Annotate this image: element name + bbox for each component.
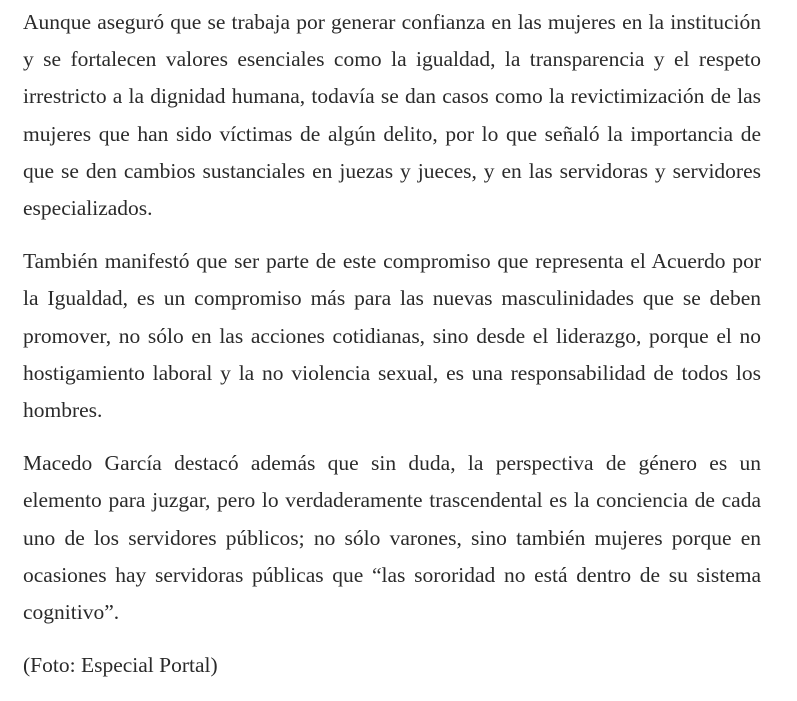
article-body bbox=[23, 4, 761, 684]
article-paragraph-2: También manifestó que ser parte de este compromiso que representa el Acuerdo por la Igualdad, es un compromiso más para las nuevas masculinidades que se deben promover, no sólo en las acciones cotidianas, sino desde el liderazgo, porque el no hostigamiento laboral y la no violencia sexual, es una responsabilidad de todos los hombres. bbox=[23, 249, 761, 423]
article-paragraph-1: Aunque aseguró que se trabaja por generar confianza en las mujeres en la institución y se fortalecen valores esenciales como la igualdad, la transparencia y el respeto irrestricto a la dignidad humana, todavía se dan casos como la revictimización de las mujeres que han sido víctimas de algún delito, por lo que señaló la importancia de que se den cambios sustanciales en juezas y jueces, y en las servidoras y servidores especializados. bbox=[23, 10, 761, 221]
article-paragraph-3: Macedo García destacó además que sin duda, la perspectiva de género es un elemento para juzgar, pero lo verdaderamente trascendental es la conciencia de cada uno de los servidores públicos; no sólo varones, sino también mujeres porque en ocasiones hay servidoras públicas que “las sororidad no está dentro de su sistema cognitivo”. bbox=[23, 451, 761, 625]
photo-caption: (Foto: Especial Portal) bbox=[23, 653, 218, 678]
